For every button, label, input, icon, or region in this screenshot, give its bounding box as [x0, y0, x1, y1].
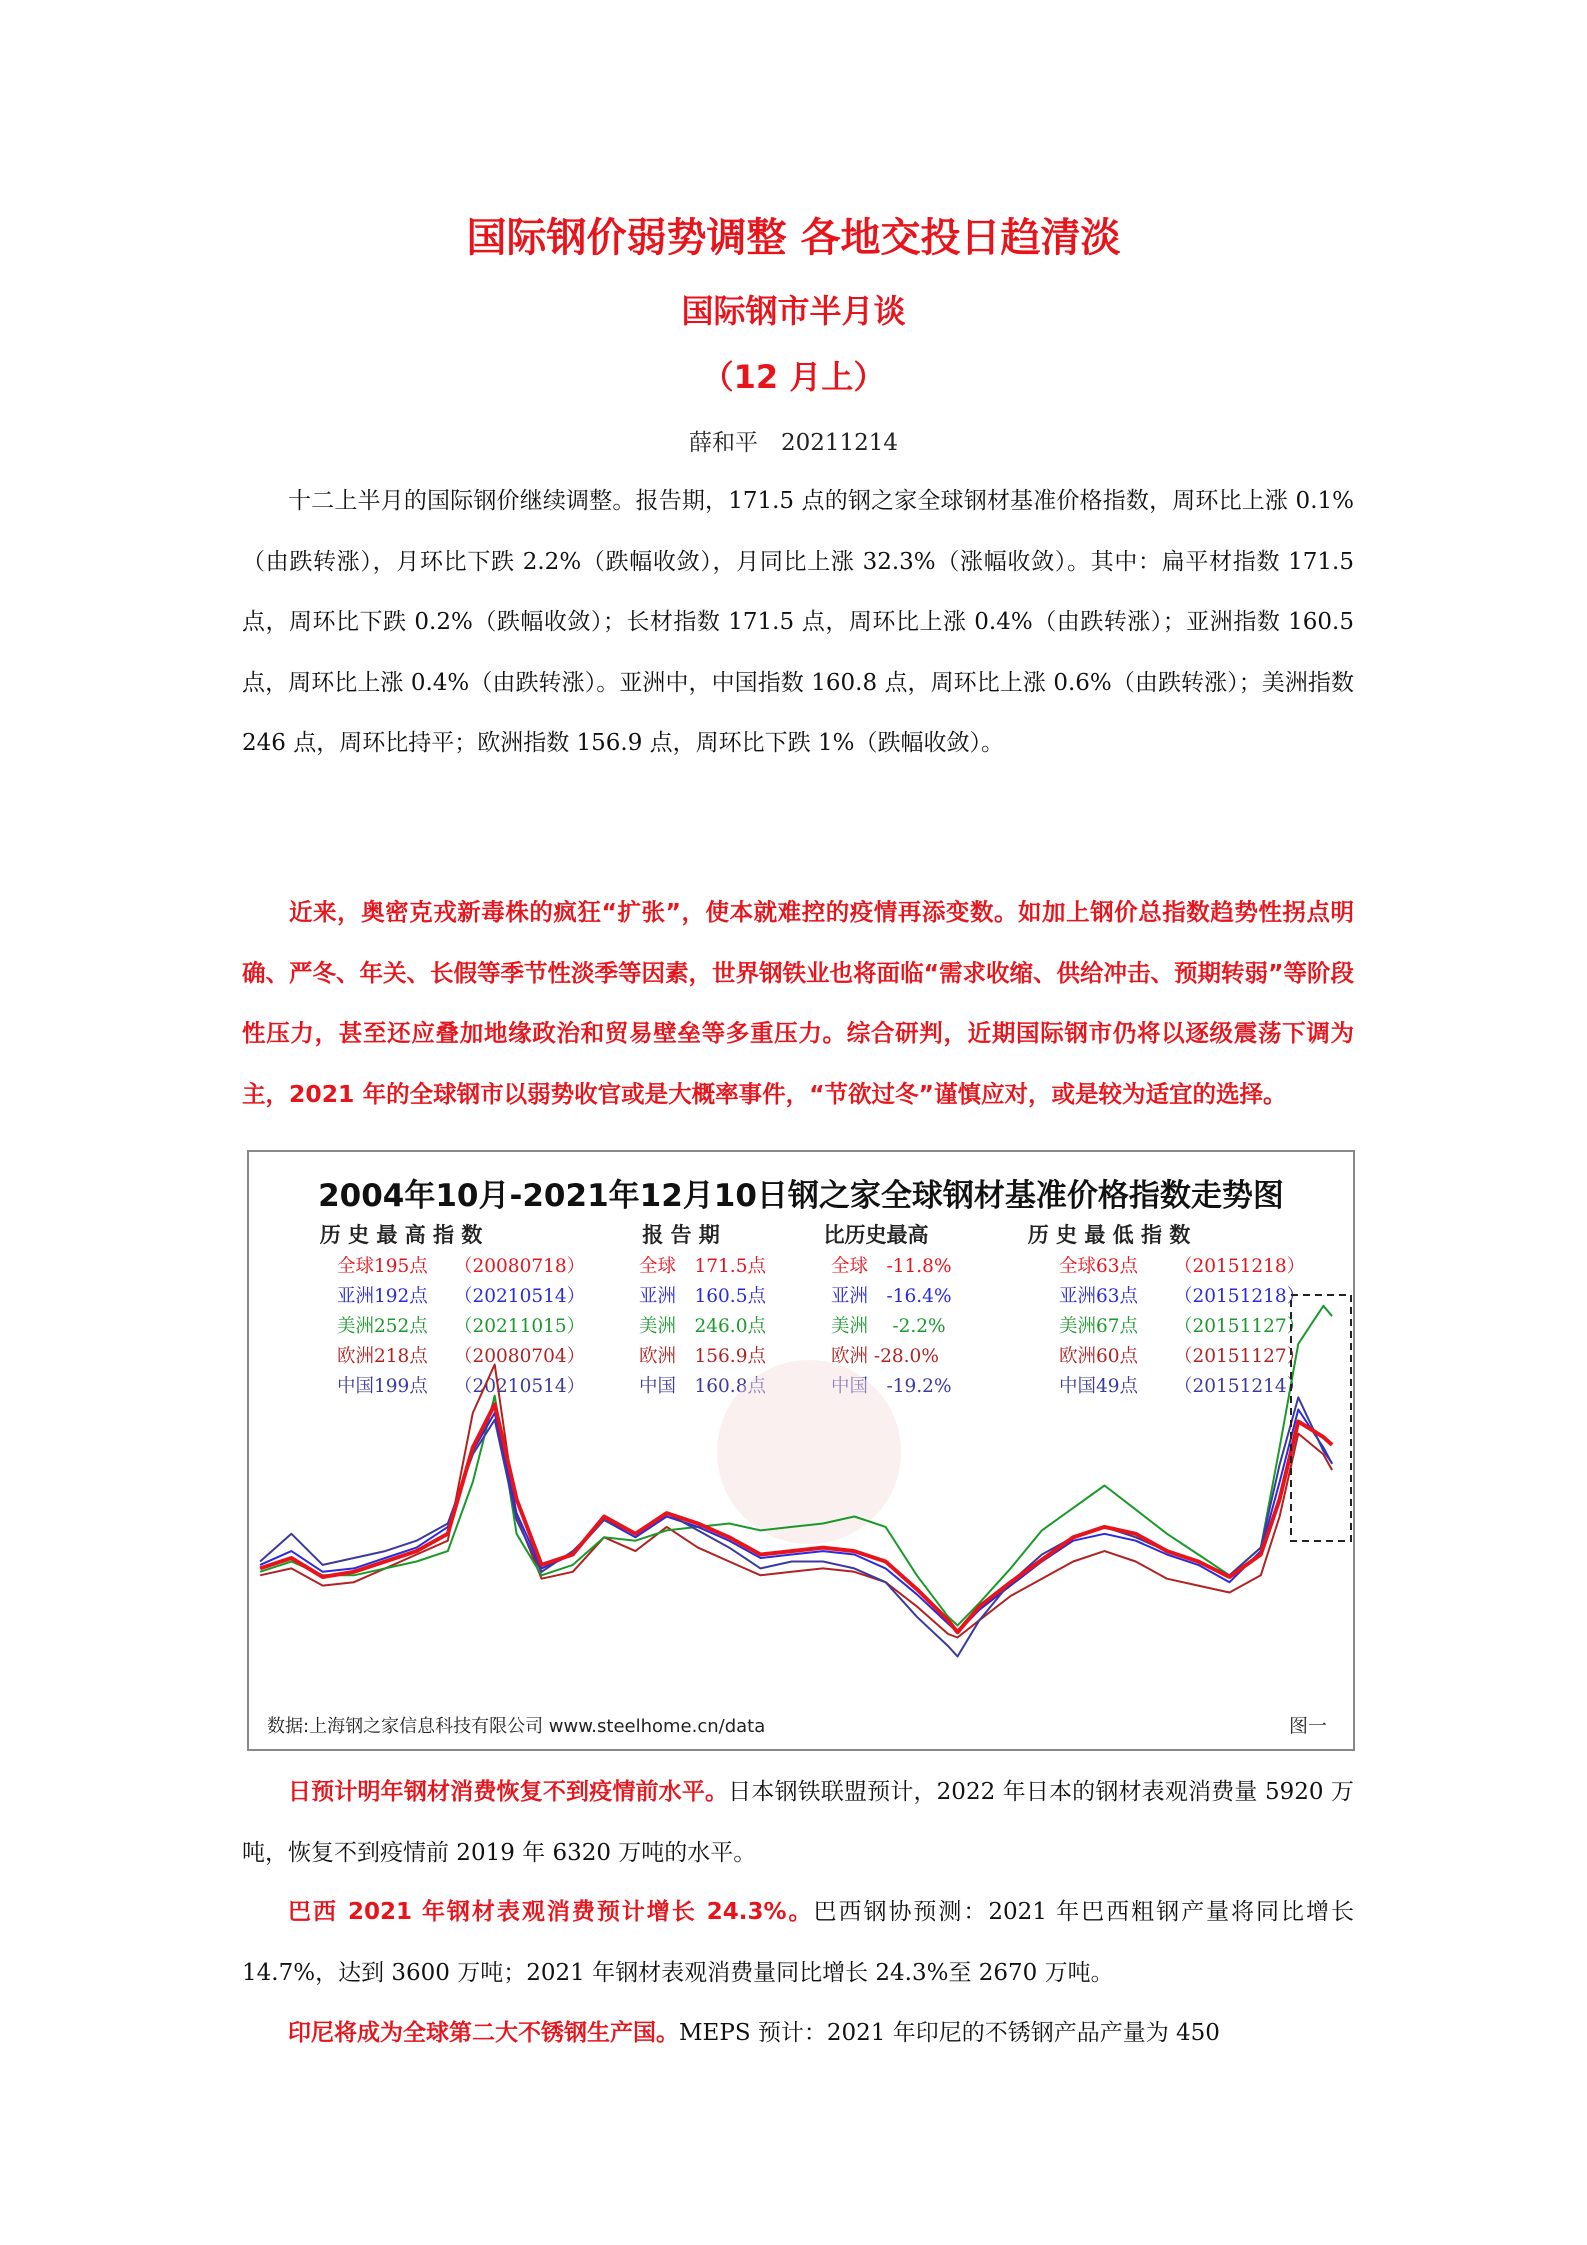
legend-cell-亚洲: 亚洲 -16.4%	[831, 1286, 952, 1307]
legend-cell-亚洲: 亚洲 160.5点	[639, 1286, 766, 1307]
paragraph-japan-heading: 日预计明年钢材消费恢复不到疫情前水平。	[288, 1779, 729, 1805]
paragraph-indonesia-heading: 印尼将成为全球第二大不锈钢生产国。	[288, 2020, 679, 2046]
legend-cell-中国: 中国 -19.2%	[831, 1376, 952, 1397]
legend-cell-欧洲: 欧洲60点	[1059, 1346, 1139, 1367]
legend-header: 比历史最高	[823, 1222, 929, 1247]
legend-header: 历 史 最 高 指 数	[319, 1222, 483, 1247]
legend-cell-中国: （20210514）	[454, 1376, 586, 1397]
legend-cell-欧洲: 欧洲 156.9点	[639, 1346, 766, 1367]
legend-cell-亚洲: （20151218）	[1174, 1286, 1306, 1307]
article-period: （12 月上）	[701, 358, 886, 396]
author-date: 薛和平 20211214	[688, 430, 899, 456]
legend-cell-美洲: 美洲 -2.2%	[831, 1316, 946, 1337]
legend-cell-美洲: 美洲 246.0点	[639, 1316, 766, 1337]
paragraph-outlook: 近来，奥密克戎新毒株的疯狂“扩张”，使本就难控的疫情再添变数。如加上钢价总指数趋势性拐点明确、严冬、年关、长假等季节性淡季等因素，世界钢铁业也将面临“需求收缩、供给冲击、预期转弱”等阶段性压力，甚至还应叠加地缘政治和贸易壁垒等多重压力。综合研判，近期国际钢市仍将以逐级震荡下调为主，2021 年的全球钢市以弱势收官或是大概率事件，“节欲过冬”谨慎应对，或是较为适宜的选择。	[242, 898, 1354, 1108]
paragraph-japan	[242, 1762, 1354, 1883]
figure-label: 图一	[1289, 1715, 1328, 1737]
legend-cell-美洲: 美洲252点	[337, 1316, 428, 1337]
article-subtitle: 国际钢市半月谈	[681, 292, 906, 330]
paragraph-brazil-text: 巴西钢协预测：2021 年巴西粗钢产量将同比增长 14.7%，达到 3600 万吨；2021 年钢材表观消费量同比增长 24.3%至 2670 万吨。	[242, 1899, 1354, 1986]
legend-cell-中国: 中国 160.8点	[639, 1376, 766, 1397]
legend-header: 报 告 期	[642, 1222, 720, 1247]
watermark-logo	[717, 1360, 901, 1544]
legend-cell-全球: 全球63点	[1059, 1256, 1139, 1277]
paragraph-summary: 十二上半月的国际钢价继续调整。报告期，171.5 点的钢之家全球钢材基准价格指数，周环比上涨 0.1%（由跌转涨），月环比下跌 2.2%（跌幅收敛），月同比上涨 32.3%（涨幅收敛）。其中：扁平材指数 171.5 点，周环比下跌 0.2%（跌幅收敛）；长材指数 171.5 点，周环比上涨 0.4%（由跌转涨）；亚洲指数 160.5 点，周环比上涨 0.4%（由跌转涨）。亚洲中，中国指数 160.8 点，周环比上涨 0.6%（由跌转涨）；美洲指数 246 点，周环比持平；欧洲指数 156.9 点，周环比下跌 1%（跌幅收敛）。	[242, 488, 1354, 756]
legend-cell-欧洲: 欧洲 -28.0%	[831, 1346, 939, 1367]
legend-cell-欧洲: （20151127）	[1174, 1346, 1306, 1367]
legend-cell-美洲: （20211015）	[454, 1316, 586, 1337]
legend-cell-亚洲: 亚洲192点	[337, 1286, 428, 1307]
chart-source: 数据:上海钢之家信息科技有限公司 www.steelhome.cn/data	[267, 1716, 766, 1737]
price-index-chart	[247, 1150, 1355, 1751]
paragraph-brazil	[242, 1882, 1354, 2003]
paragraph-indonesia	[242, 2003, 1354, 2064]
legend-cell-全球: （20080718）	[454, 1256, 586, 1277]
legend-cell-美洲: （20151127）	[1174, 1316, 1306, 1337]
legend-cell-全球: 全球195点	[337, 1256, 428, 1277]
legend-cell-亚洲: 亚洲63点	[1059, 1286, 1139, 1307]
legend-cell-全球: 全球 -11.8%	[831, 1256, 952, 1277]
legend-cell-中国: 中国199点	[337, 1376, 428, 1397]
article-title: 国际钢价弱势调整 各地交投日趋清淡	[466, 215, 1121, 261]
legend-cell-欧洲: （20080704）	[454, 1346, 586, 1367]
legend-headers	[320, 1222, 1191, 1247]
legend-cell-欧洲: 欧洲218点	[337, 1346, 428, 1367]
legend-cell-美洲: 美洲67点	[1059, 1316, 1139, 1337]
legend-cell-中国: 中国49点	[1059, 1376, 1139, 1397]
legend-cell-中国: （20151214）	[1174, 1376, 1306, 1397]
chart-title: 2004年10月-2021年12月10日钢之家全球钢材基准价格指数走势图	[318, 1178, 1284, 1214]
legend-cell-全球: （20151218）	[1174, 1256, 1306, 1277]
legend-cell-亚洲: （20210514）	[454, 1286, 586, 1307]
chart-svg	[249, 1152, 1353, 1749]
legend-header: 历 史 最 低 指 数	[1027, 1222, 1191, 1247]
paragraph-indonesia-text: MEPS 预计：2021 年印尼的不锈钢产品产量为 450	[679, 2020, 1220, 2046]
legend-cell-全球: 全球 171.5点	[639, 1256, 766, 1277]
paragraph-brazil-heading: 巴西 2021 年钢材表观消费预计增长 24.3%。	[288, 1899, 814, 1925]
paragraph-japan-text: 日本钢铁联盟预计，2022 年日本的钢材表观消费量 5920 万吨，恢复不到疫情前 2019 年 6320 万吨的水平。	[242, 1779, 1355, 1866]
